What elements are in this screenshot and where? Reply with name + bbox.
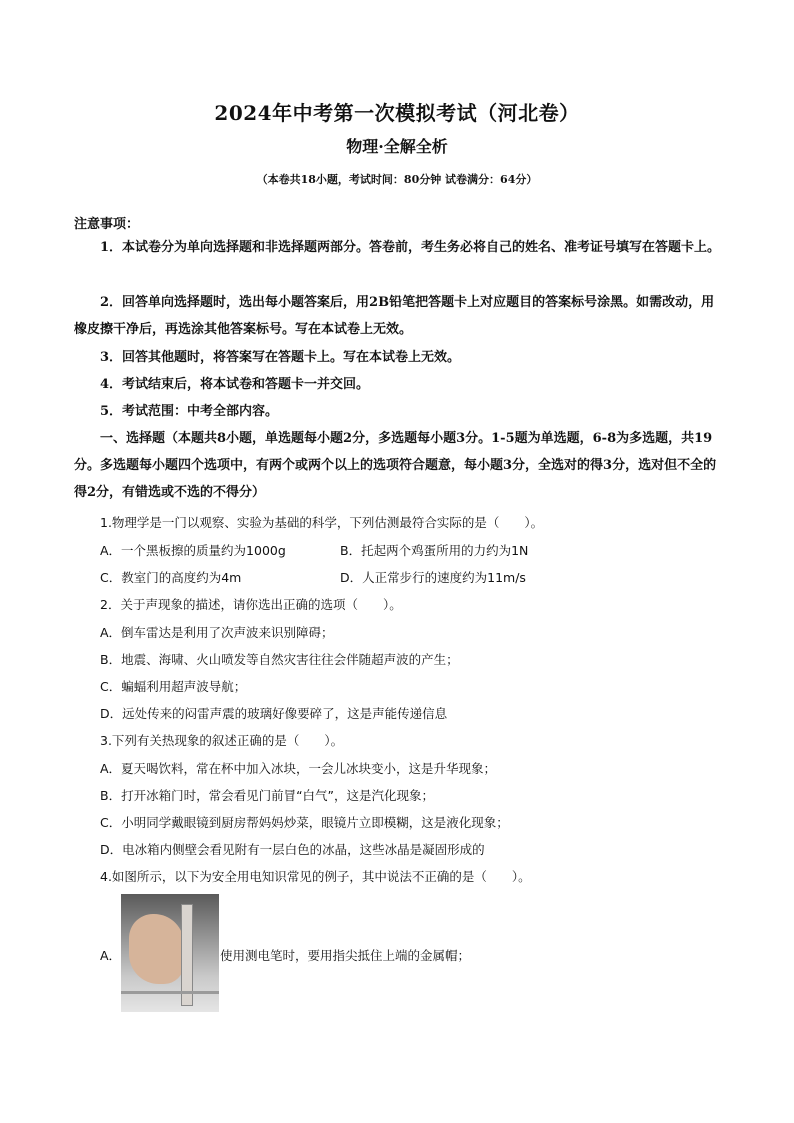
note-item-5: 5．考试范围：中考全部内容。 <box>100 404 279 419</box>
question-3-option-a: A．夏天喝饮料，常在杯中加入冰块，一会儿冰块变小，这是升华现象； <box>100 761 497 776</box>
question-1-stem: 1.物理学是一门以观察、实验为基础的科学，下列估测最符合实际的是（ ）。 <box>100 515 544 530</box>
exam-subtitle: 物理·全解全析 <box>346 137 448 156</box>
test-pen-photo <box>121 894 219 1012</box>
question-3-option-b: B．打开冰箱门时，常会看见门前冒“白气”，这是汽化现象； <box>100 788 435 803</box>
question-4-option-a-prefix: A． <box>100 948 122 963</box>
question-4-stem: 4.如图所示，以下为安全用电知识常见的例子，其中说法不正确的是（ ）。 <box>100 869 531 884</box>
question-1-option-a: A．一个黑板擦的质量约为1000g <box>100 543 286 558</box>
notes-heading: 注意事项： <box>74 217 140 232</box>
question-1-option-b: B．托起两个鸡蛋所用的力约为1N <box>340 543 529 558</box>
section-heading: 一、选择题（本题共8小题，单选题每小题2分，多选题每小题3分。1-5题为单选题，6-8为多选题，共19分。多选题每小题四个选项中，有两个或两个以上的选项符合题意，每小题3分，全选对的得3分，选对但不全的得2分，有错选或不选的不得分） <box>74 431 717 500</box>
question-4-option-a-text: 使用测电笔时，要用指尖抵住上端的金属帽； <box>220 948 471 963</box>
question-2-option-d: D．远处传来的闷雷声震的玻璃好像要碎了，这是声能传递信息 <box>100 706 448 721</box>
note-item-3: 3．回答其他题时，将答案写在答题卡上。写在本试卷上无效。 <box>100 350 461 365</box>
question-3-option-c: C．小明同学戴眼镜到厨房帮妈妈炒菜，眼镜片立即模糊，这是液化现象； <box>100 815 509 830</box>
question-3-option-d: D．电冰箱内侧壁会看见附有一层白色的冰晶，这些冰晶是凝固形成的 <box>100 842 485 857</box>
question-3-stem: 3.下列有关热现象的叙述正确的是（ ）。 <box>100 733 344 748</box>
question-2-stem: 2．关于声现象的描述，请你选出正确的选项（ ）。 <box>100 597 402 612</box>
note-item-1: 1．本试卷分为单向选择题和非选择题两部分。答卷前，考生务必将自己的姓名、准考证号填写在答题卡上。 <box>100 240 721 255</box>
exam-title: 2024年中考第一次模拟考试（河北卷） <box>214 101 580 125</box>
exam-meta: （本卷共18小题，考试时间：80分钟 试卷满分：64分） <box>256 173 538 186</box>
question-2-option-c: C．蝙蝠利用超声波导航； <box>100 679 247 694</box>
question-1-option-c: C．教室门的高度约为4m <box>100 570 242 585</box>
note-item-4: 4．考试结束后，将本试卷和答题卡一并交回。 <box>100 377 370 392</box>
note-item-2: 2．回答单向选择题时，选出每小题答案后，用2B铅笔把答题卡上对应题目的答案标号涂黑。如需改动，用橡皮擦干净后，再选涂其他答案标号。写在本试卷上无效。 <box>74 295 715 337</box>
question-1-option-d: D．人正常步行的速度约为11m/s <box>340 570 526 585</box>
question-2-option-a: A．倒车雷达是利用了次声波来识别障碍； <box>100 625 334 640</box>
question-2-option-b: B．地震、海啸、火山喷发等自然灾害往往会伴随超声波的产生； <box>100 652 459 667</box>
